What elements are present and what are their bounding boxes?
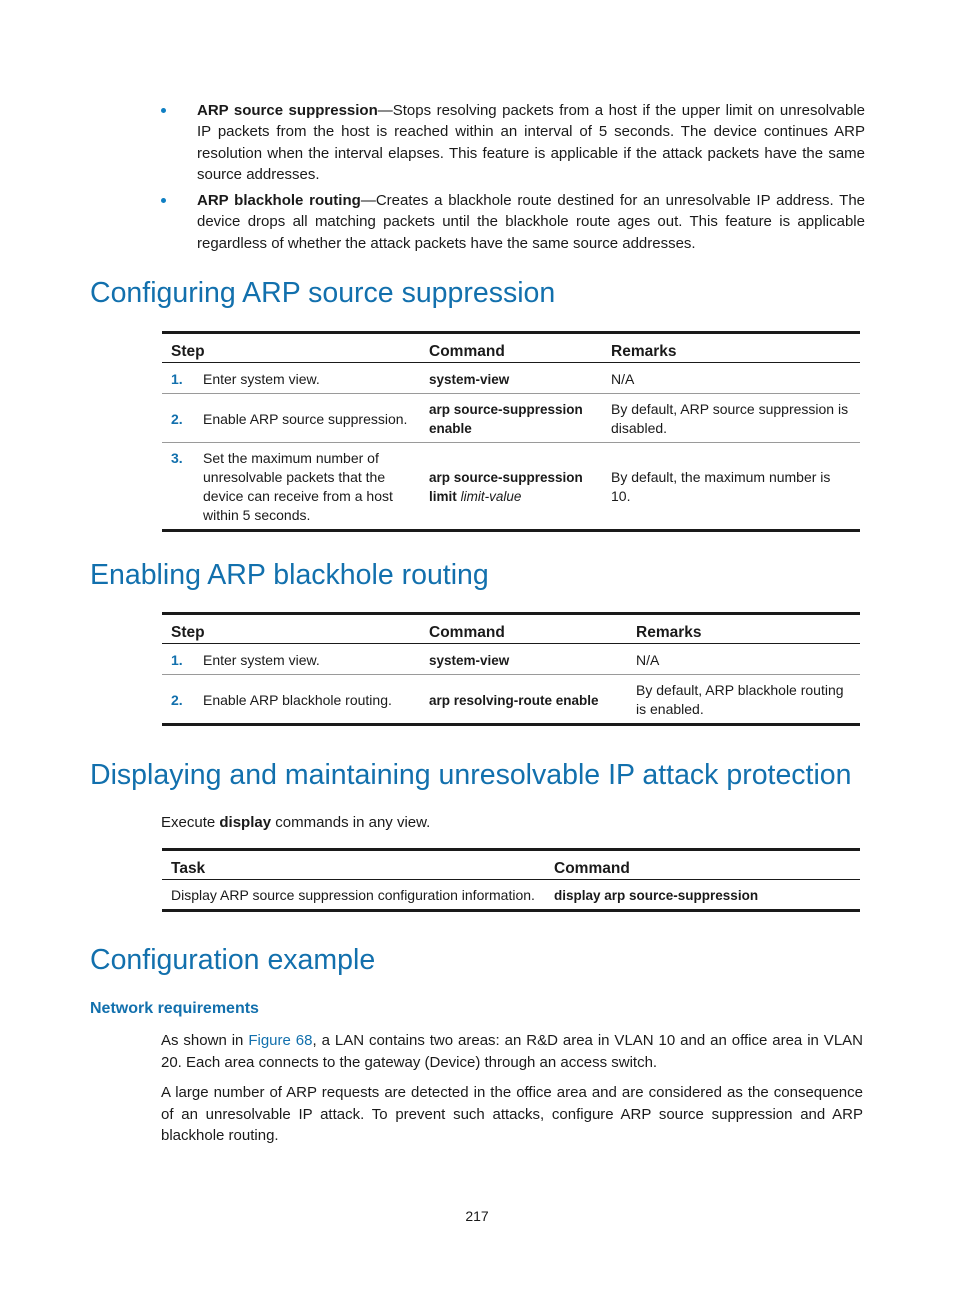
- intro-bullet-list: [160, 100, 865, 259]
- table-row: [162, 675, 860, 725]
- command-keyword: enable: [429, 421, 472, 436]
- command-text: system-view: [429, 371, 510, 387]
- command-text: arp source-suppression: [429, 402, 583, 417]
- subsection-heading: Network requirements: [90, 1000, 259, 1017]
- column-header: Task: [162, 850, 545, 880]
- table-row: [162, 443, 860, 531]
- step-number: 3.: [171, 450, 183, 466]
- page-number: 217: [465, 1208, 489, 1224]
- step-number: 1.: [171, 370, 183, 387]
- bullet-dot-icon: [161, 198, 166, 203]
- section-heading: Configuring ARP source suppression: [90, 277, 556, 309]
- bullet-item: [160, 100, 865, 185]
- command-text: system-view: [429, 652, 510, 668]
- section-heading: Displaying and maintaining unresolvable IP attack protection: [90, 759, 852, 791]
- source-suppression-table: [162, 331, 860, 532]
- step-text: Set the maximum number of unresolvable packets that the device can receive from a host within 5 seconds.: [203, 450, 393, 523]
- remarks-text: By default, the maximum number is 10.: [602, 443, 860, 531]
- table-row: [162, 363, 860, 394]
- step-number: 1.: [171, 651, 183, 668]
- step-text: Enter system view.: [203, 370, 320, 387]
- task-text: Display ARP source suppression configuration information.: [162, 880, 545, 911]
- command-text: display arp source-suppression: [554, 888, 759, 903]
- column-header: Step: [162, 614, 420, 644]
- section-heading: Configuration example: [90, 944, 376, 976]
- remarks-text: N/A: [627, 644, 860, 675]
- bullet-term: ARP blackhole routing: [197, 192, 361, 210]
- command-text: arp source-suppression: [429, 470, 583, 485]
- table-row: [162, 644, 860, 675]
- section-heading: Enabling ARP blackhole routing: [90, 559, 489, 591]
- bullet-term: ARP source suppression: [197, 102, 378, 119]
- column-header: Command: [420, 614, 627, 644]
- step-text: Enable ARP source suppression.: [203, 410, 408, 427]
- table-row: [162, 394, 860, 443]
- column-header: Step: [162, 333, 420, 363]
- bullet-text: —Creates a blackhole route destined for an unresolvable IP address. The device drops all matching packets until the blackhole route ages out. This feature is applicable regardless of whether the attack packets have the same source addresses.: [197, 192, 866, 252]
- step-number: 2.: [171, 410, 183, 427]
- remarks-text: By default, ARP source suppression is disabled.: [602, 394, 860, 443]
- column-header: Remarks: [602, 333, 860, 363]
- step-text: Enter system view.: [203, 651, 320, 668]
- command-keyword: limit: [429, 489, 457, 504]
- blackhole-routing-table: [162, 612, 860, 726]
- bullet-item: [160, 190, 865, 254]
- column-header: Remarks: [627, 614, 860, 644]
- remarks-text: By default, ARP blackhole routing is enabled.: [627, 675, 860, 725]
- command-text: arp resolving-route enable: [429, 692, 599, 708]
- attack-description-paragraph: A large number of ARP requests are detected in the office area and are considered as the consequence of an unresolvable IP attack. To prevent such attacks, configure ARP source suppression and ARP blackhole routing.: [161, 1084, 863, 1144]
- figure-link[interactable]: Figure 68: [248, 1032, 313, 1049]
- column-header: Command: [545, 850, 860, 880]
- remarks-text: N/A: [602, 363, 860, 394]
- command-argument: limit-value: [460, 489, 522, 504]
- table-row: [162, 880, 860, 911]
- display-intro-text: Execute display commands in any view.: [161, 814, 431, 831]
- network-requirements-paragraph: As shown in Figure 68, a LAN contains two areas: an R&D area in VLAN 10 and an office area in VLAN 20. Each area connects to the gateway (Device) through an access switch.: [161, 1032, 863, 1071]
- display-commands-table: [162, 848, 860, 912]
- column-header: Command: [420, 333, 602, 363]
- step-text: Enable ARP blackhole routing.: [203, 691, 392, 708]
- bullet-text: —Stops resolving packets from a host if the upper limit on unresolvable IP packets from the host is reached within an interval of 5 seconds. The device continues ARP resolution when the interval elapses. This feature is applicable if the attack packets have the same source addresses.: [197, 102, 865, 183]
- step-number: 2.: [171, 691, 183, 708]
- bullet-dot-icon: [161, 108, 166, 113]
